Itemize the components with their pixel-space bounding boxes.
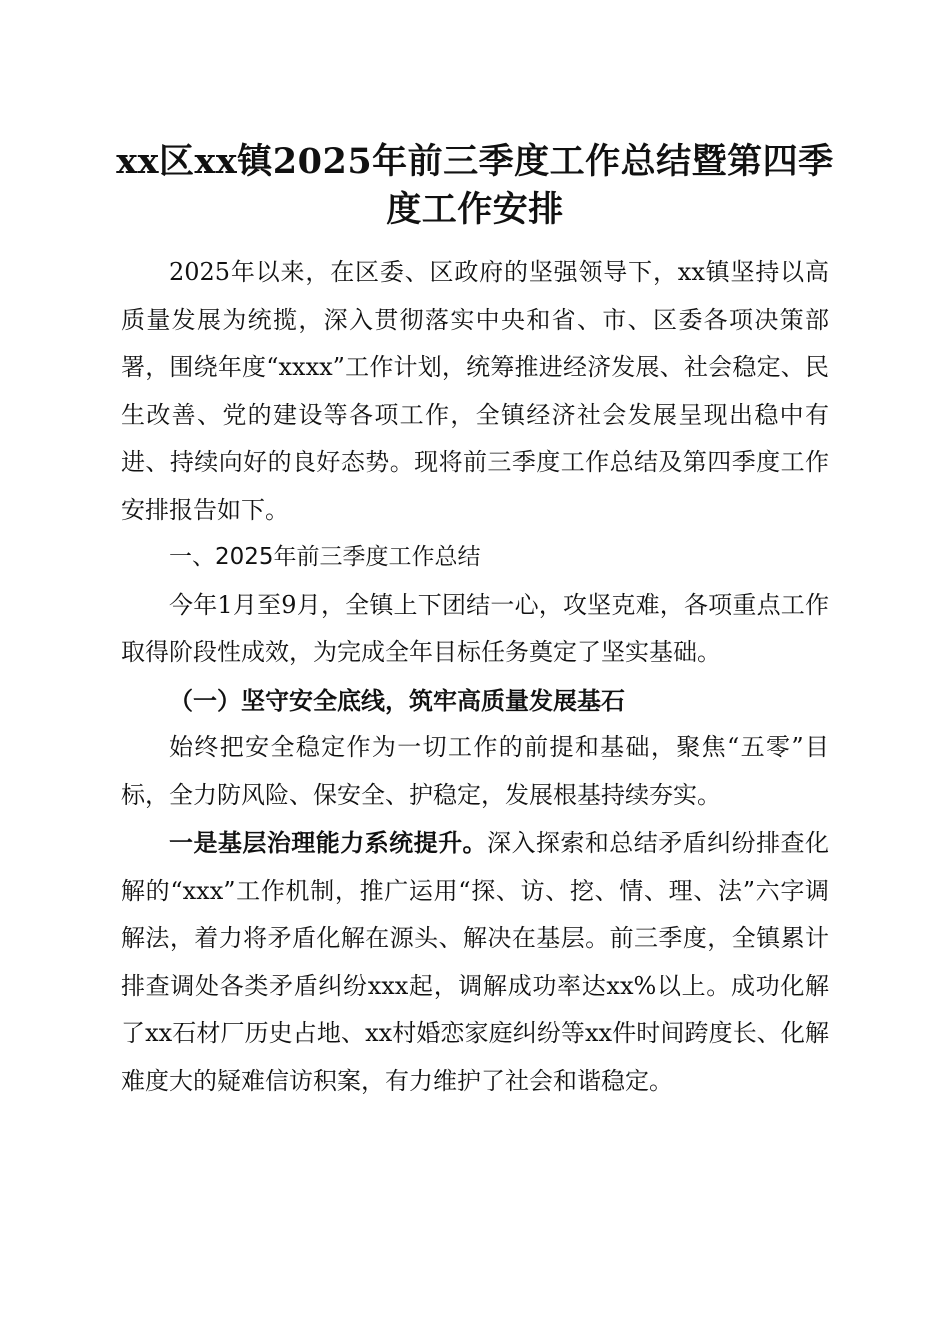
subsection-heading: （一）坚守安全底线，筑牢高质量发展基石 (169, 685, 625, 715)
section-heading: 一、2025年前三季度工作总结 (169, 544, 481, 570)
item-lead-text: 一是基层治理能力系统提升。 (169, 828, 487, 857)
item-paragraph (121, 819, 829, 1105)
document-body (121, 249, 829, 1105)
subsection-intro-paragraph: 始终把安全稳定作为一切工作的前提和基础，聚焦“五零”目标，全力防风险、保安全、护稳定，发展根基持续夯实。 (121, 733, 829, 809)
document-title-line-2: 度工作安排 (386, 189, 564, 230)
document-title-line-1: xx区xx镇2025年前三季度工作总结暨第四季 (116, 141, 834, 182)
item-body-text: 深入探索和总结矛盾纠纷排查化解的“xxx”工作机制，推广运用“探、访、挖、情、理、法”六字调解法，着力将矛盾化解在源头、解决在基层。前三季度，全镇累计排查调处各类矛盾纠纷xxx起，调解成功率达xx%以上。成功化解了xx石材厂历史占地、xx村婚恋家庭纠纷等xx件时间跨度长、化解难度大的疑难信访积案，有力维护了社会和谐稳定。 (121, 829, 829, 1095)
intro-paragraph: 2025年以来，在区委、区政府的坚强领导下，xx镇坚持以高质量发展为统揽，深入贯彻落实中央和省、市、区委各项决策部署，围绕年度“xxxx”工作计划，统筹推进经济发展、社会稳定、民生改善、党的建设等各项工作，全镇经济社会发展呈现出稳中有进、持续向好的良好态势。现将前三季度工作总结及第四季度工作安排报告如下。 (121, 258, 829, 524)
section-intro-paragraph: 今年1月至9月，全镇上下团结一心，攻坚克难，各项重点工作取得阶段性成效，为完成全年目标任务奠定了坚实基础。 (121, 590, 829, 666)
